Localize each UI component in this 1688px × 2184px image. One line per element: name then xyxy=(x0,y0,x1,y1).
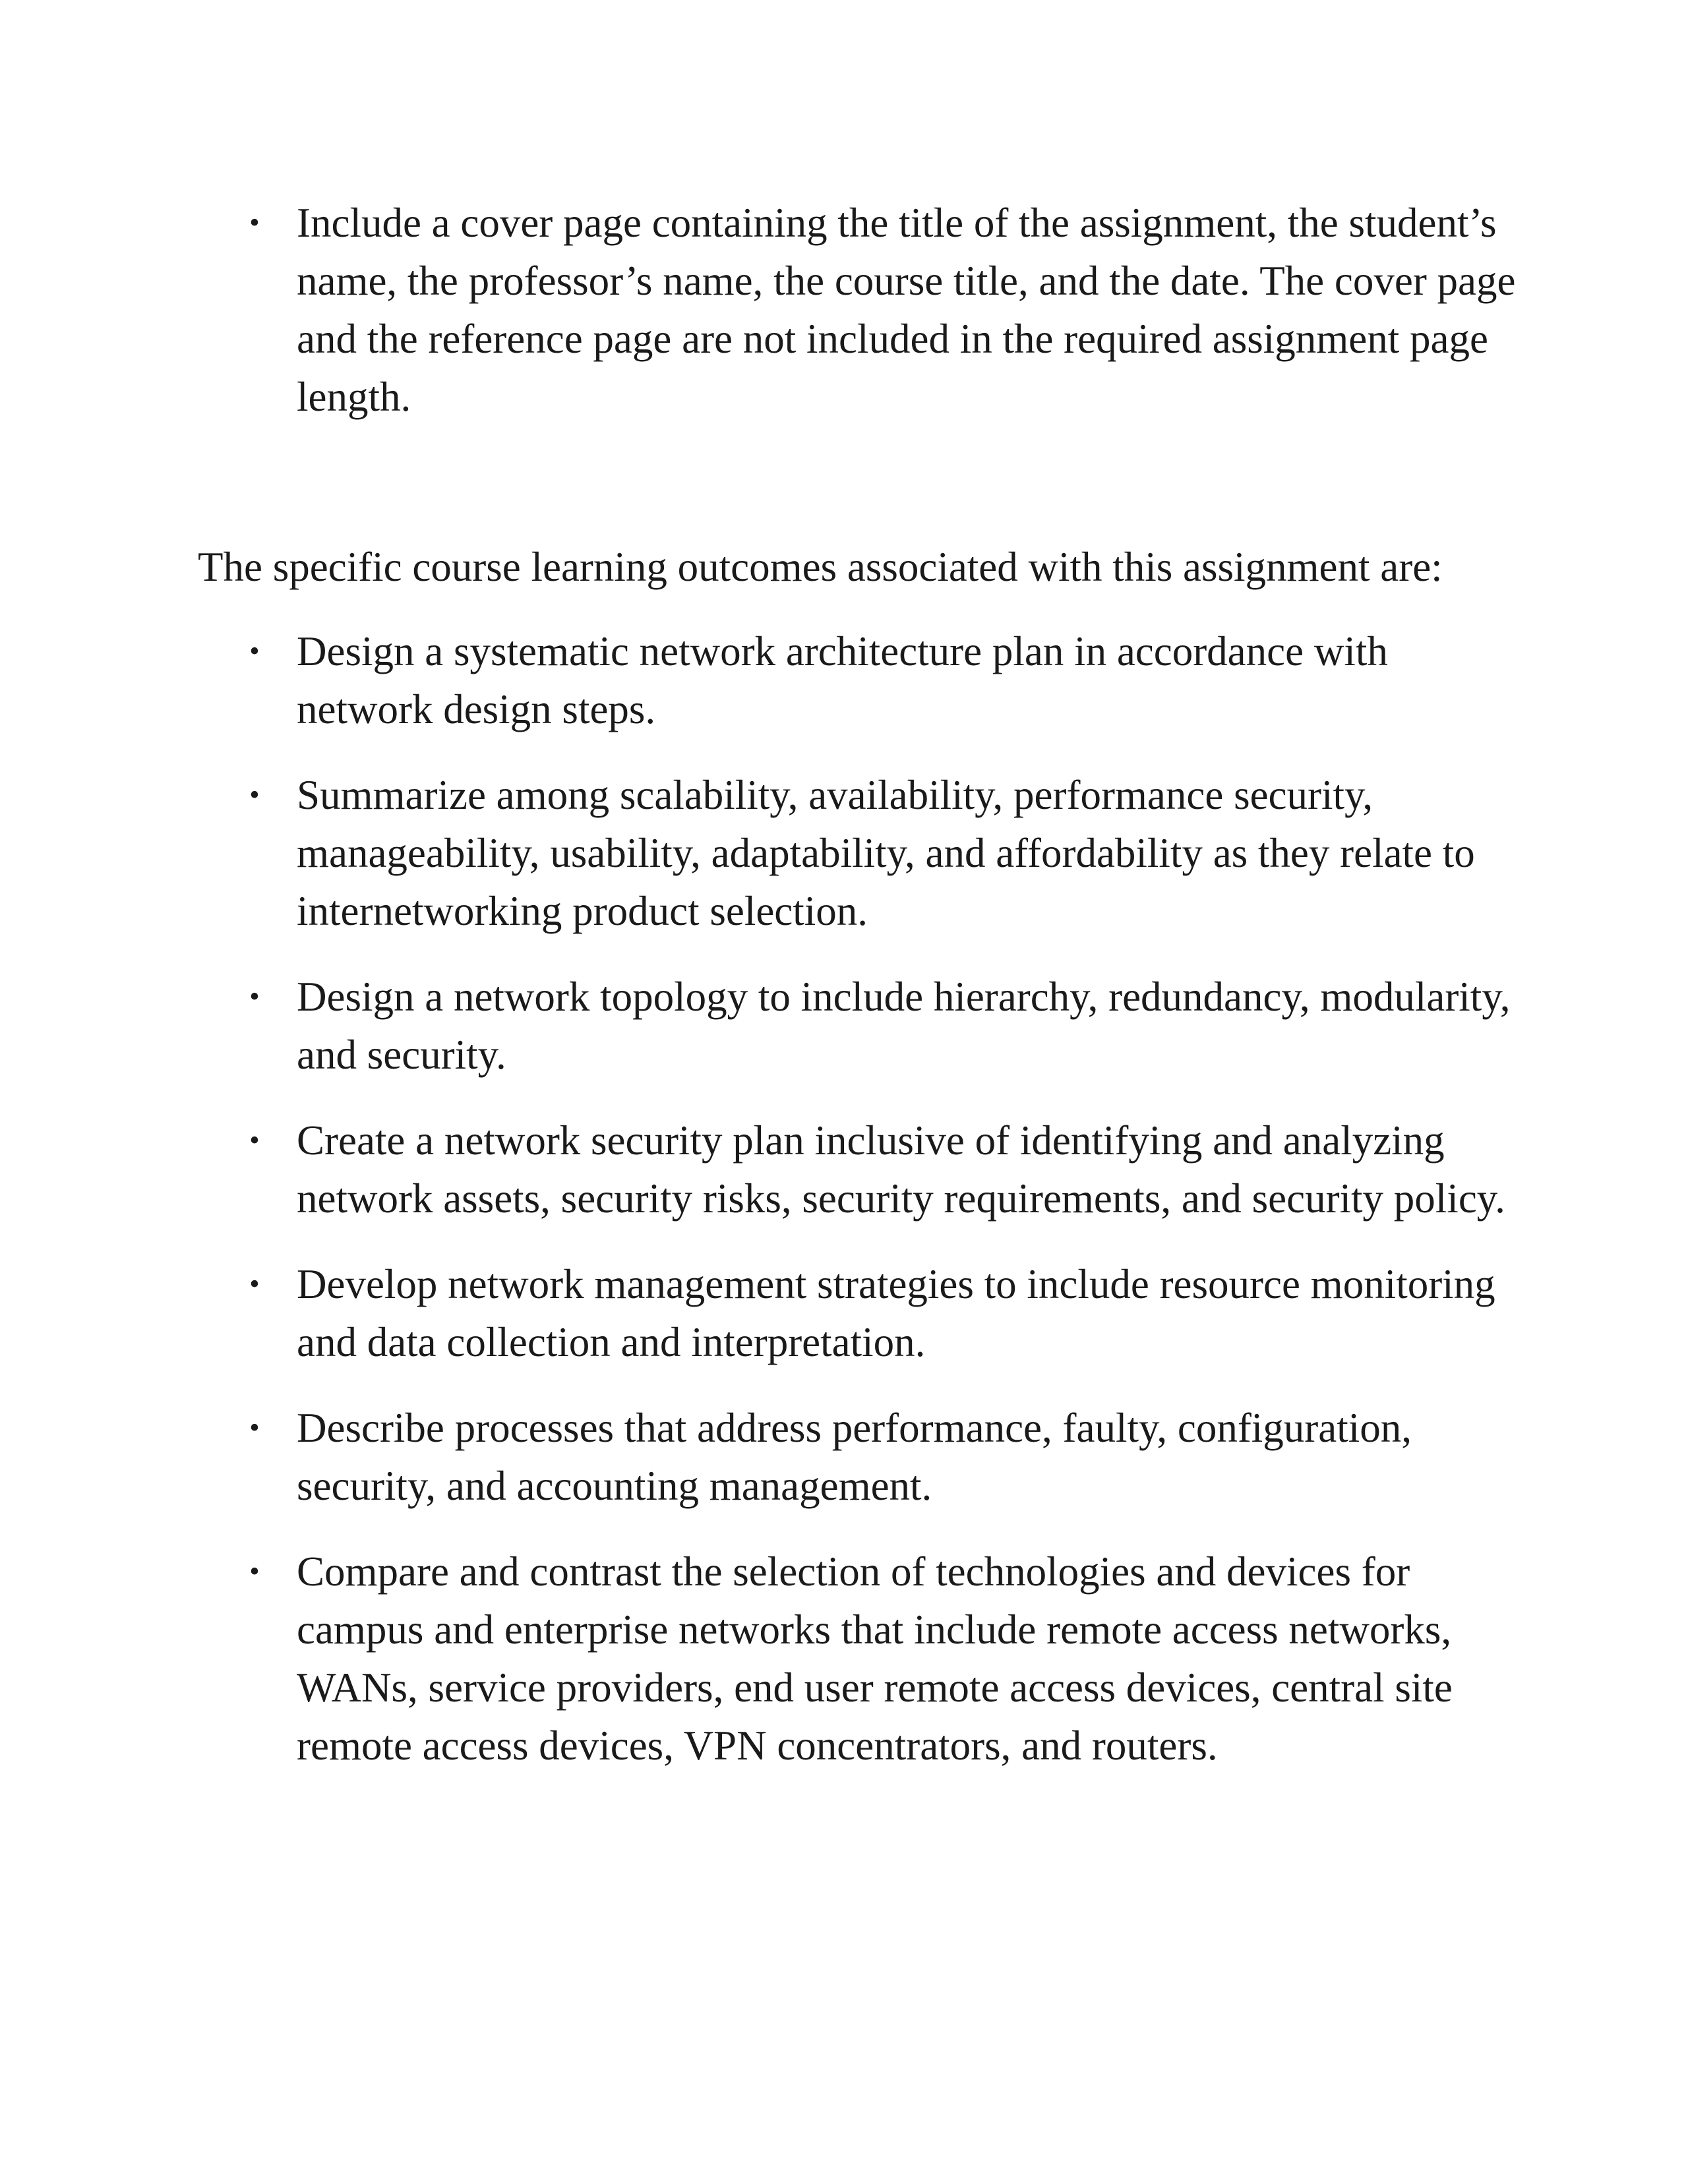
bullet-icon: • xyxy=(249,206,260,239)
bullet-icon: • xyxy=(249,1555,260,1587)
cover-page-requirements-list xyxy=(198,194,1517,426)
list-item xyxy=(198,1111,1517,1227)
bullet-icon: • xyxy=(249,779,260,811)
bullet-icon: • xyxy=(249,1411,260,1444)
bullet-icon: • xyxy=(249,1268,260,1300)
list-item-text: Summarize among scalability, availability, performance security, manageability, usability, adaptability, and affordability as they relate to internetworking product selection. xyxy=(297,772,1475,934)
list-item xyxy=(198,1255,1517,1371)
list-item-text: Create a network security plan inclusive of identifying and analyzing network assets, security risks, security requirements, and security policy. xyxy=(297,1117,1505,1222)
bullet-icon: • xyxy=(249,980,260,1013)
bullet-icon: • xyxy=(249,1124,260,1156)
list-item xyxy=(198,766,1517,940)
bullet-icon: • xyxy=(249,635,260,667)
list-item-text: Compare and contrast the selection of technologies and devices for campus and enterprise networks that include remote access networks, WANs, service providers, end user remote access devices, central site remote access devices, VPN concentrators, and routers. xyxy=(297,1549,1453,1769)
list-item-text: Design a systematic network architecture plan in accordance with network design steps. xyxy=(297,628,1388,732)
list-item xyxy=(198,1543,1517,1775)
list-item xyxy=(198,194,1517,426)
list-item xyxy=(198,1399,1517,1515)
document-content xyxy=(198,194,1517,1802)
list-item-text: Design a network topology to include hierarchy, redundancy, modularity, and security. xyxy=(297,974,1511,1078)
list-item-text: Describe processes that address performance, faulty, configuration, security, and accounting management. xyxy=(297,1405,1412,1509)
list-item-text: Include a cover page containing the title of the assignment, the student’s name, the professor’s name, the course title, and the date. The cover page and the reference page are not included in the required assignment page length. xyxy=(297,200,1516,420)
list-item xyxy=(198,622,1517,738)
outcomes-intro-paragraph: The specific course learning outcomes associated with this assignment are: xyxy=(198,544,1443,590)
list-item-text: Develop network management strategies to include resource monitoring and data collection and interpretation. xyxy=(297,1261,1495,1365)
learning-outcomes-list xyxy=(198,622,1517,1775)
list-item xyxy=(198,968,1517,1084)
